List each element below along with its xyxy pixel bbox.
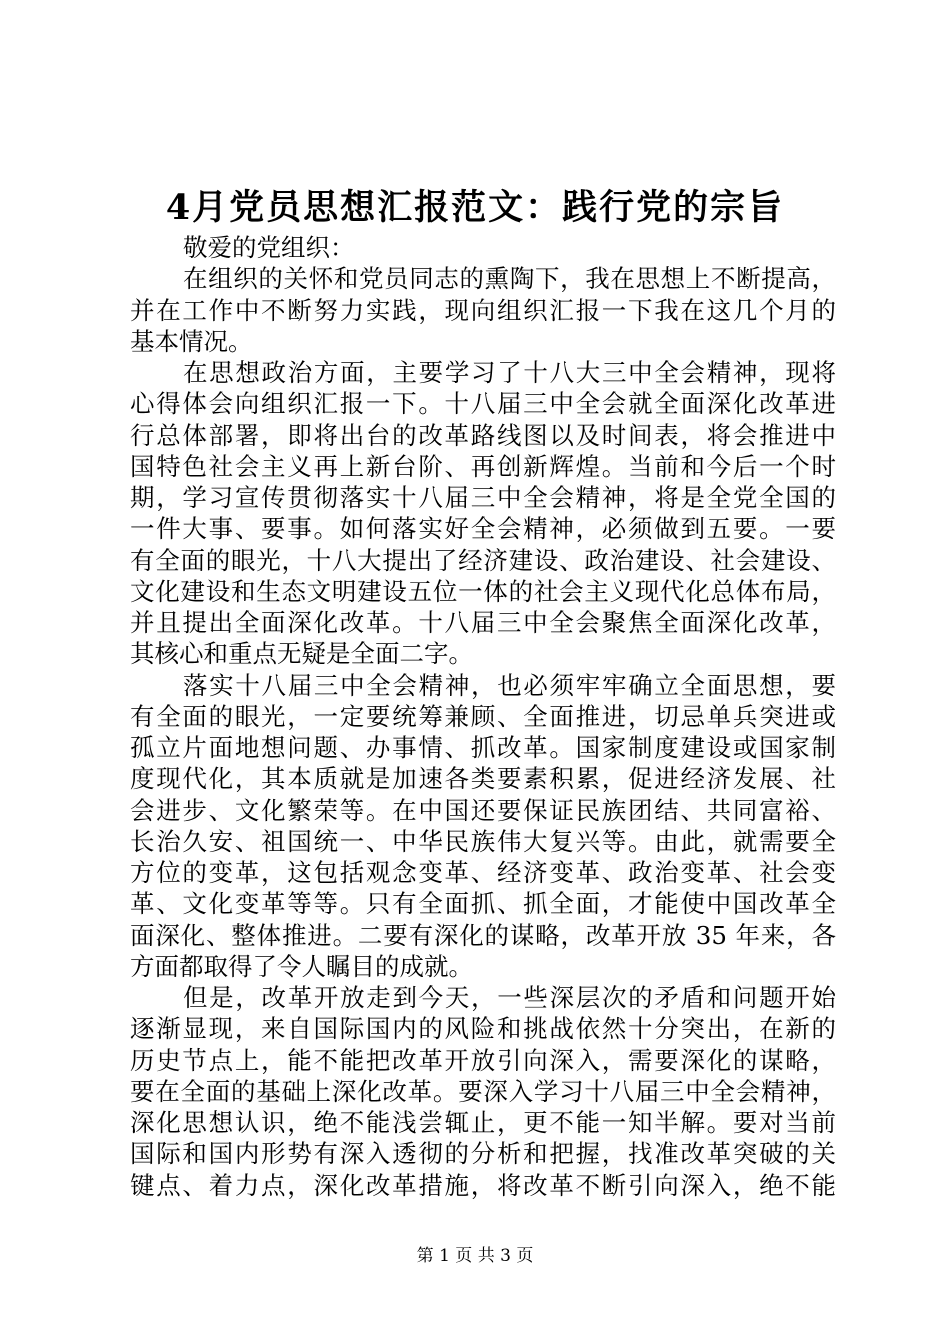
- text-line: 国际和国内形势有深入透彻的分析和把握，找准改革突破的关: [130, 1139, 836, 1169]
- text-line: 在组织的关怀和党员同志的熏陶下，我在思想上不断提高，: [183, 264, 836, 294]
- text-line: 其核心和重点无疑是全面二字。: [130, 639, 473, 669]
- text-line: 方位的变革，这包括观念变革、经济变革、政治变革、社会变: [130, 858, 836, 887]
- text-line: 面深化、整体推进。二要有深化的谋略，改革开放 35 年来，各: [130, 920, 836, 950]
- text-line: 但是，改革开放走到今天，一些深层次的矛盾和问题开始: [183, 983, 836, 1012]
- page-indicator: 第 1 页 共 3 页: [416, 1246, 534, 1266]
- text-line: 要在全面的基础上深化改革。要深入学习十八届三中全会精神，: [130, 1076, 836, 1106]
- text-line: 逐渐显现，来自国际国内的风险和挑战依然十分突出，在新的: [130, 1014, 836, 1044]
- text-line: 在思想政治方面，主要学习了十八大三中全会精神，现将: [183, 358, 836, 387]
- text-line: 落实十八届三中全会精神，也必须牢牢确立全面思想，要: [183, 670, 836, 700]
- text-line: 长治久安、祖国统一、中华民族伟大复兴等。由此，就需要全: [130, 826, 836, 856]
- text-line: 一件大事、要事。如何落实好全会精神，必须做到五要。一要: [130, 514, 836, 544]
- text-line: 行总体部署，即将出台的改革路线图以及时间表，将会推进中: [130, 420, 836, 450]
- text-line: 深化思想认识，绝不能浅尝辄止，更不能一知半解。要对当前: [130, 1108, 836, 1137]
- text-line: 并且提出全面深化改革。十八届三中全会聚焦全面深化改革，: [130, 608, 836, 637]
- document-body: [130, 232, 836, 1201]
- text-line: 有全面的眼光，一定要统筹兼顾、全面推进，切忌单兵突进或: [130, 701, 836, 731]
- text-line: 基本情况。: [130, 326, 253, 356]
- text-line: 度现代化，其本质就是加速各类要素积累，促进经济发展、社: [130, 764, 836, 794]
- text-line: 孤立片面地想问题、办事情、抓改革。国家制度建设或国家制: [130, 733, 836, 762]
- text-line: 并在工作中不断努力实践，现向组织汇报一下我在这几个月的: [130, 295, 836, 325]
- text-line: 历史节点上，能不能把改革开放引向深入，需要深化的谋略，: [130, 1045, 836, 1075]
- document-title: 4月党员思想汇报范文：践行党的宗旨: [165, 187, 785, 228]
- text-line: 敬爱的党组织：: [183, 233, 355, 262]
- text-line: 有全面的眼光，十八大提出了经济建设、政治建设、社会建设、: [130, 545, 836, 575]
- text-line: 方面都取得了令人瞩目的成就。: [130, 951, 473, 981]
- text-line: 心得体会向组织汇报一下。十八届三中全会就全面深化改革进: [130, 389, 836, 419]
- text-line: 国特色社会主义再上新台阶、再创新辉煌。当前和今后一个时: [130, 451, 836, 481]
- text-line: 键点、着力点，深化改革措施，将改革不断引向深入，绝不能: [130, 1170, 836, 1200]
- text-line: 会进步、文化繁荣等。在中国还要保证民族团结、共同富裕、: [130, 795, 836, 825]
- text-line: 期，学习宣传贯彻落实十八届三中全会精神，将是全党全国的: [130, 483, 836, 512]
- text-line: 文化建设和生态文明建设五位一体的社会主义现代化总体布局，: [130, 576, 836, 606]
- text-line: 革、文化变革等等。只有全面抓、抓全面，才能使中国改革全: [130, 889, 836, 919]
